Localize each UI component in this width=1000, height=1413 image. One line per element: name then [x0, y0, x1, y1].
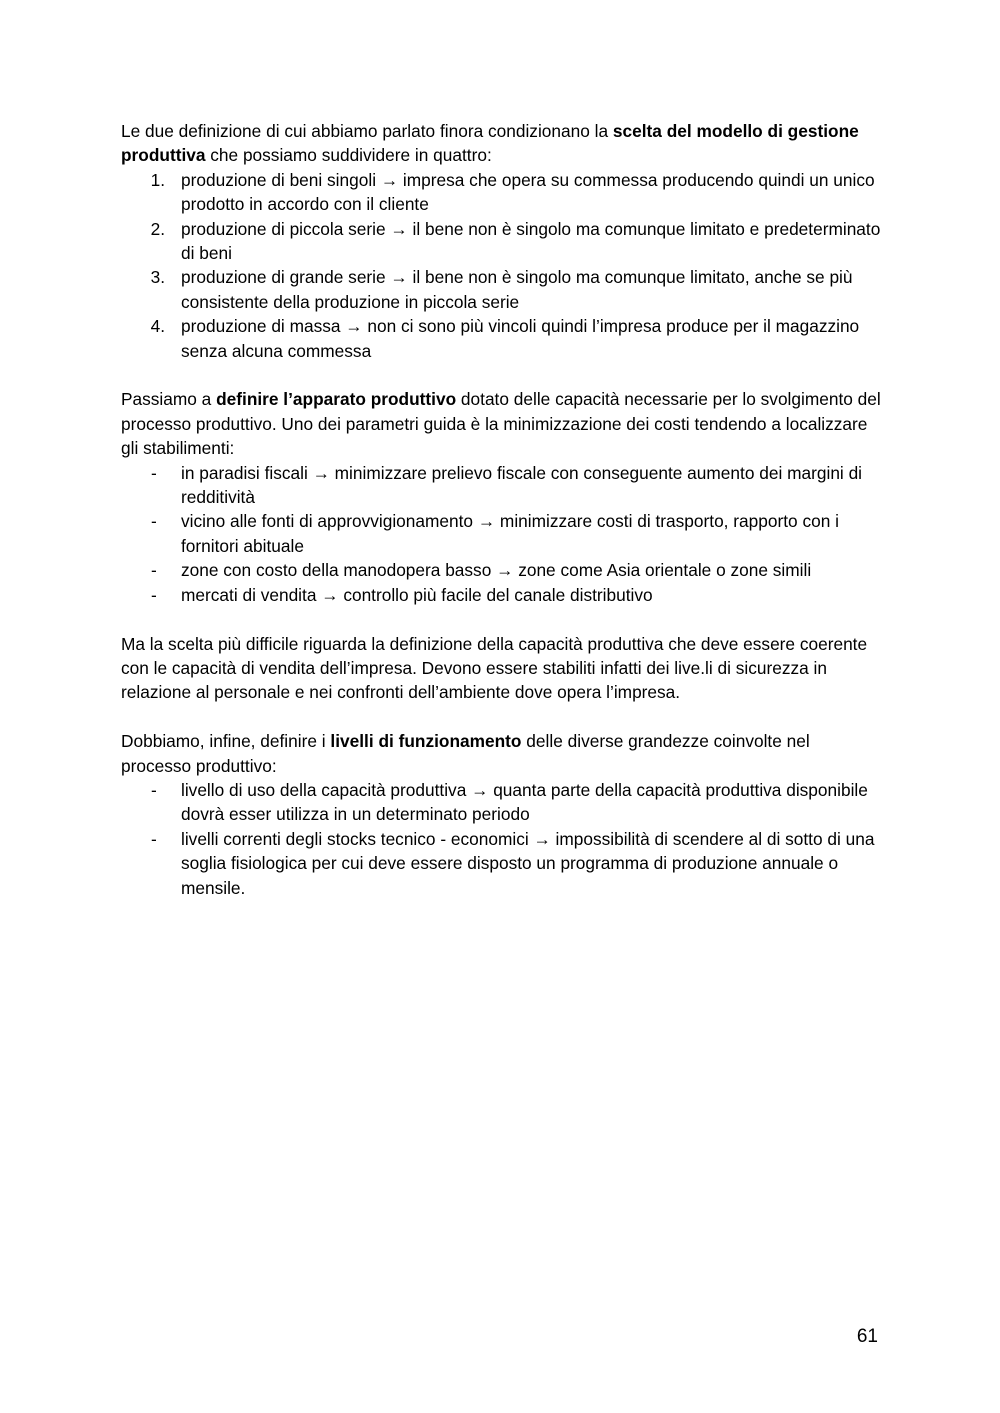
list-item	[121, 509, 881, 558]
section2-intro-text-end: dotato delle capacità necessarie per lo svolgimento del processo produttivo. Uno dei parametri guida è la minimizzazione dei costi tendendo a localizzare gli stabilimenti:	[121, 389, 881, 459]
section2-intro-bold: definire l’apparato produttivo	[216, 389, 457, 410]
list-item-text: produzione di beni singoli → impresa che opera su commessa producendo quindi un unico prodotto in accordo con il cliente	[181, 169, 875, 215]
list-item	[121, 314, 881, 363]
list-item	[121, 558, 881, 582]
section4-intro-bold: livelli di funzionamento	[330, 731, 522, 752]
list-number: 1.	[150, 169, 165, 190]
section4-intro	[121, 729, 881, 778]
section3-paragraph: Ma la scelta più difficile riguarda la definizione della capacità produttiva che deve essere coerente con le capacità di vendita dell’impresa. Devono essere stabiliti infatti dei live.li di sicurezza in relazione al personale e nei confronti dell’ambiente dove opera l’impresa.	[121, 633, 868, 703]
list-item	[121, 827, 881, 900]
list-number: 2.	[150, 218, 165, 239]
list-number: 3.	[150, 267, 165, 288]
list-item	[121, 265, 881, 314]
list-dash: -	[151, 560, 157, 581]
list-item-text: zone con costo della manodopera basso → zone come Asia orientale o zone simili	[181, 560, 812, 581]
list-item	[121, 217, 881, 266]
section2-intro-text: Passiamo a	[121, 389, 217, 410]
list-item-text: livello di uso della capacità produttiva → quanta parte della capacità produttiva disponibile dovrà esser utilizza in un determinato periodo	[181, 779, 868, 825]
list-item-text: vicino alle fonti di approvvigionamento → minimizzare costi di trasporto, rapporto con i fornitori abituale	[181, 511, 839, 556]
section1-intro-text-end: che possiamo suddividere in quattro:	[205, 145, 492, 166]
list-item-text: mercati di vendita → controllo più facile del canale distributivo	[181, 584, 653, 605]
page-content	[121, 119, 881, 900]
section1-intro-bold: scelta del modello di gestione produttiva	[121, 121, 859, 166]
functioning-levels-list	[121, 778, 881, 900]
list-dash: -	[151, 511, 157, 532]
list-item-text: produzione di piccola serie → il bene non è singolo ma comunque limitato e predeterminato di beni	[181, 218, 881, 264]
list-dash: -	[151, 779, 157, 800]
list-item-text: produzione di grande serie → il bene non è singolo ma comunque limitato, anche se più consistente della produzione in piccola serie	[181, 267, 853, 312]
production-model-list	[121, 168, 881, 363]
section1-intro-text: Le due definizione di cui abbiamo parlato finora condizionano la	[121, 121, 613, 141]
list-dash: -	[151, 462, 157, 483]
list-number: 4.	[150, 316, 165, 337]
list-item	[121, 778, 881, 827]
list-item-text: in paradisi fiscali → minimizzare prelievo fiscale con conseguente aumento dei margini di redditività	[181, 462, 863, 508]
section4-intro-text: Dobbiamo, infine, definire i	[121, 731, 331, 752]
section2-intro	[121, 387, 881, 460]
list-item-text: livelli correnti degli stocks tecnico - economici → impossibilità di scendere al di sotto di una soglia fisiologica per cui deve essere disposto un programma di produzione annuale o mensile.	[181, 828, 875, 898]
list-item-text: produzione di massa → non ci sono più vincoli quindi l’impresa produce per il magazzino senza alcuna commessa	[181, 316, 860, 361]
location-list	[121, 461, 881, 607]
list-item	[121, 461, 881, 510]
page-number: 61	[856, 1326, 878, 1347]
section4-intro-text-end: delle diverse grandezze coinvolte nel processo produttivo:	[121, 731, 810, 776]
list-item	[121, 583, 881, 607]
list-dash: -	[151, 584, 157, 605]
section1-intro	[121, 119, 881, 168]
list-item	[121, 168, 881, 217]
list-dash: -	[151, 828, 157, 849]
